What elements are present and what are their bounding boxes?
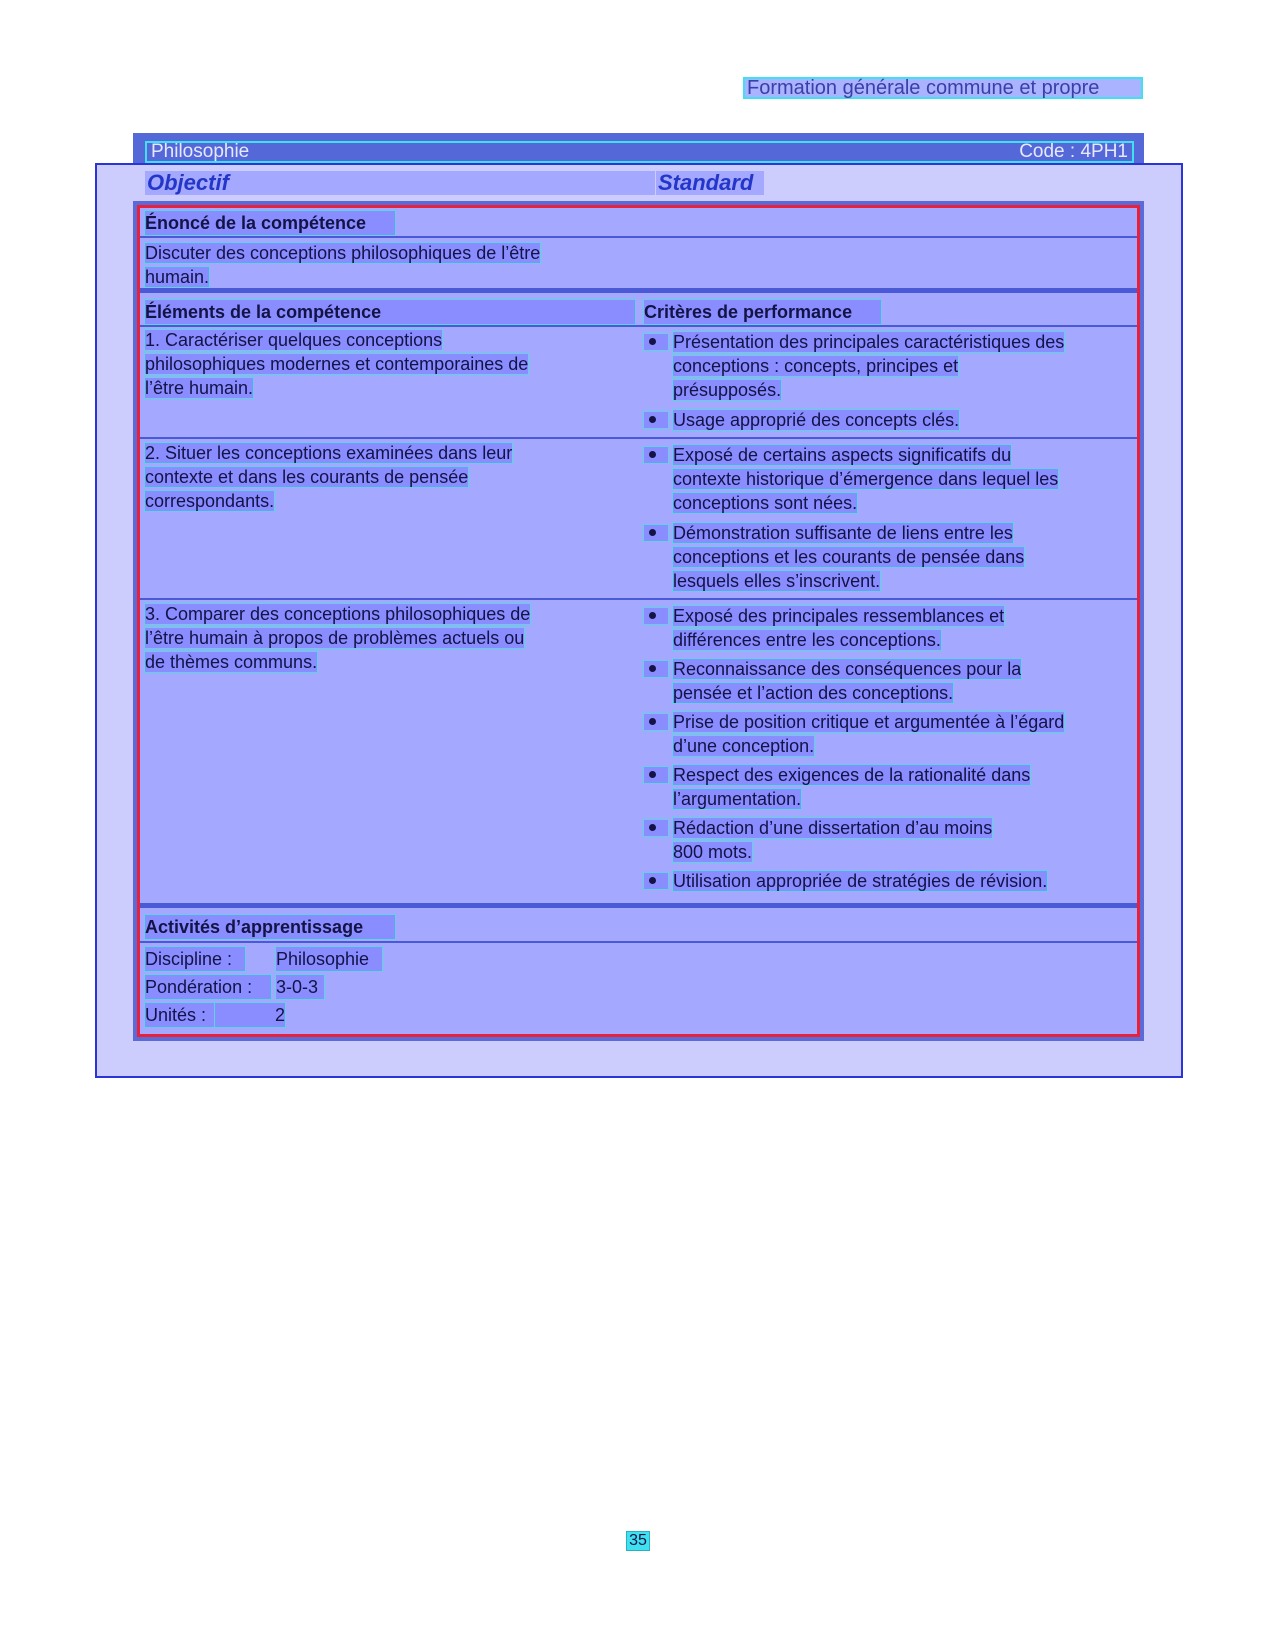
bullet-icon — [644, 820, 668, 836]
ponderation-value: 3-0-3 — [276, 975, 324, 999]
bullet-icon — [644, 661, 668, 677]
bullet-icon — [644, 767, 668, 783]
activites-heading: Activités d’apprentissage — [145, 915, 395, 939]
course-bar-inner — [145, 141, 1134, 163]
criterion-line: contexte historique d’émergence dans lequel les — [673, 469, 1059, 489]
discipline-label: Discipline : — [145, 947, 245, 971]
section-divider — [140, 288, 1137, 293]
bullet-icon — [644, 608, 668, 624]
competence-card-body — [137, 205, 1140, 1037]
criterion-line: Rédaction d’une dissertation d’au moins — [673, 818, 993, 838]
element-row-3 — [145, 602, 530, 674]
unites-value: 2 — [215, 1003, 285, 1027]
criterion-1-2 — [673, 408, 959, 432]
enonce-text — [145, 241, 540, 289]
bullet-icon — [644, 334, 668, 350]
enonce-line: humain. — [145, 267, 210, 287]
criterion-2-2 — [673, 521, 1024, 593]
criterion-line: conceptions : concepts, principes et — [673, 356, 959, 376]
criterion-line: Prise de position critique et argumentée à l’égard — [673, 712, 1065, 732]
element-line: 3. Comparer des conceptions philosophiques de — [145, 604, 531, 624]
criterion-line: conceptions sont nées. — [673, 493, 858, 513]
criterion-line: Exposé de certains aspects significatifs du — [673, 445, 1012, 465]
criterion-line: pensée et l’action des conceptions. — [673, 683, 954, 703]
criterion-line: Utilisation appropriée de stratégies de révision. — [673, 871, 1048, 891]
element-row-2 — [145, 441, 512, 513]
bullet-icon — [644, 873, 668, 889]
element-line: philosophiques modernes et contemporaines de — [145, 354, 529, 374]
criterion-line: présupposés. — [673, 380, 782, 400]
course-name: Philosophie — [151, 141, 250, 162]
enonce-line: Discuter des conceptions philosophiques de l’être — [145, 243, 541, 263]
bullet-icon — [644, 525, 668, 541]
element-row-1 — [145, 328, 528, 400]
objectif-label: Objectif — [145, 171, 655, 195]
section-divider — [140, 903, 1137, 908]
element-line: correspondants. — [145, 491, 275, 511]
bullet-icon — [644, 714, 668, 730]
criterion-3-2 — [673, 657, 1021, 705]
criterion-line: Exposé des principales ressemblances et — [673, 606, 1005, 626]
criterion-3-3 — [673, 710, 1064, 758]
criterion-3-6 — [673, 869, 1047, 893]
course-bar — [133, 133, 1144, 163]
ponderation-label: Pondération : — [145, 975, 271, 999]
standard-label: Standard — [656, 171, 764, 195]
bullet-icon — [644, 447, 668, 463]
criterion-line: conceptions et les courants de pensée dans — [673, 547, 1025, 567]
criterion-line: différences entre les conceptions. — [673, 630, 941, 650]
element-line: l’être humain à propos de problèmes actuels ou — [145, 628, 525, 648]
criterion-line: Usage approprié des concepts clés. — [673, 410, 960, 430]
criterion-line: l’argumentation. — [673, 789, 802, 809]
page-number: 35 — [627, 1532, 649, 1550]
element-line: contexte et dans les courants de pensée — [145, 467, 469, 487]
row-divider — [140, 598, 1137, 600]
criterion-line: Présentation des principales caractéristiques des — [673, 332, 1065, 352]
criterion-line: Respect des exigences de la rationalité dans — [673, 765, 1031, 785]
row-divider — [140, 437, 1137, 439]
criterion-line: d’une conception. — [673, 736, 815, 756]
criterion-2-1 — [673, 443, 1058, 515]
divider — [140, 941, 1137, 943]
element-line: l’être humain. — [145, 378, 254, 398]
page-header: Formation générale commune et propre — [743, 77, 1143, 99]
criterion-line: Démonstration suffisante de liens entre les — [673, 523, 1013, 543]
criterion-1-1 — [673, 330, 1064, 402]
criterion-3-4 — [673, 763, 1030, 811]
course-code: Code : 4PH1 — [1019, 141, 1128, 162]
criteres-column-header: Critères de performance — [644, 300, 881, 324]
criterion-line: lesquels elles s’inscrivent. — [673, 571, 881, 591]
criterion-3-5 — [673, 816, 992, 864]
criterion-line: 800 mots. — [673, 842, 753, 862]
element-line: 1. Caractériser quelques conceptions — [145, 330, 443, 350]
criterion-3-1 — [673, 604, 1004, 652]
divider — [140, 236, 1137, 238]
criterion-line: Reconnaissance des conséquences pour la — [673, 659, 1022, 679]
elements-column-header: Éléments de la compétence — [145, 300, 635, 324]
element-line: de thèmes communs. — [145, 652, 318, 672]
enonce-heading: Énoncé de la compétence — [145, 211, 395, 235]
unites-label: Unités : — [145, 1003, 215, 1027]
discipline-value: Philosophie — [276, 947, 382, 971]
element-line: 2. Situer les conceptions examinées dans leur — [145, 443, 513, 463]
bullet-icon — [644, 412, 668, 428]
divider — [140, 325, 1137, 327]
